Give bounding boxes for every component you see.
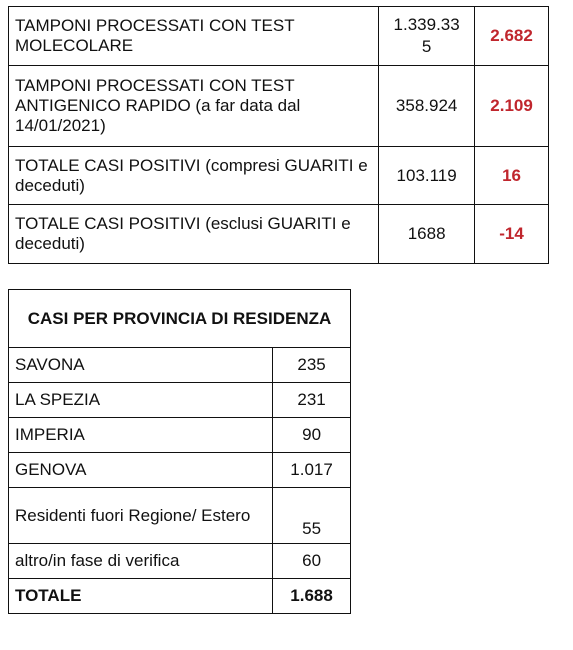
province-value: 90 — [273, 418, 351, 453]
province-label: Residenti fuori Regione/ Estero — [9, 488, 273, 544]
row-label: TAMPONI PROCESSATI CON TEST ANTIGENICO RAPIDO (a far data dal 14/01/2021) — [9, 66, 379, 147]
province-label: IMPERIA — [9, 418, 273, 453]
row-delta: 2.109 — [475, 66, 549, 147]
province-table-title: CASI PER PROVINCIA DI RESIDENZA — [9, 290, 351, 348]
province-label: LA SPEZIA — [9, 383, 273, 418]
province-value: 60 — [273, 544, 351, 579]
table-row — [9, 147, 549, 205]
province-value: 231 — [273, 383, 351, 418]
row-delta: 16 — [475, 147, 549, 205]
table-row — [9, 66, 549, 147]
table-row — [9, 7, 549, 66]
table-row — [9, 418, 351, 453]
table-header-row — [9, 290, 351, 348]
table-row — [9, 488, 351, 544]
table-row — [9, 348, 351, 383]
province-value: 55 — [273, 488, 351, 544]
province-label: altro/in fase di verifica — [9, 544, 273, 579]
province-value: 1.017 — [273, 453, 351, 488]
province-label: SAVONA — [9, 348, 273, 383]
row-value: 358.924 — [379, 66, 475, 147]
row-delta: -14 — [475, 205, 549, 264]
row-label: TAMPONI PROCESSATI CON TEST MOLECOLARE — [9, 7, 379, 66]
total-row — [9, 579, 351, 614]
province-value: 235 — [273, 348, 351, 383]
row-label: TOTALE CASI POSITIVI (esclusi GUARITI e deceduti) — [9, 205, 379, 264]
row-delta: 2.682 — [475, 7, 549, 66]
table-row — [9, 544, 351, 579]
row-value: 1688 — [379, 205, 475, 264]
row-value: 103.119 — [379, 147, 475, 205]
total-value: 1.688 — [273, 579, 351, 614]
row-label: TOTALE CASI POSITIVI (compresi GUARITI e deceduti) — [9, 147, 379, 205]
row-value: 1.339.33 5 — [379, 7, 475, 66]
province-table — [8, 289, 351, 614]
table-row — [9, 383, 351, 418]
province-label: GENOVA — [9, 453, 273, 488]
summary-table — [8, 6, 549, 264]
total-label: TOTALE — [9, 579, 273, 614]
table-row — [9, 453, 351, 488]
table-row — [9, 205, 549, 264]
